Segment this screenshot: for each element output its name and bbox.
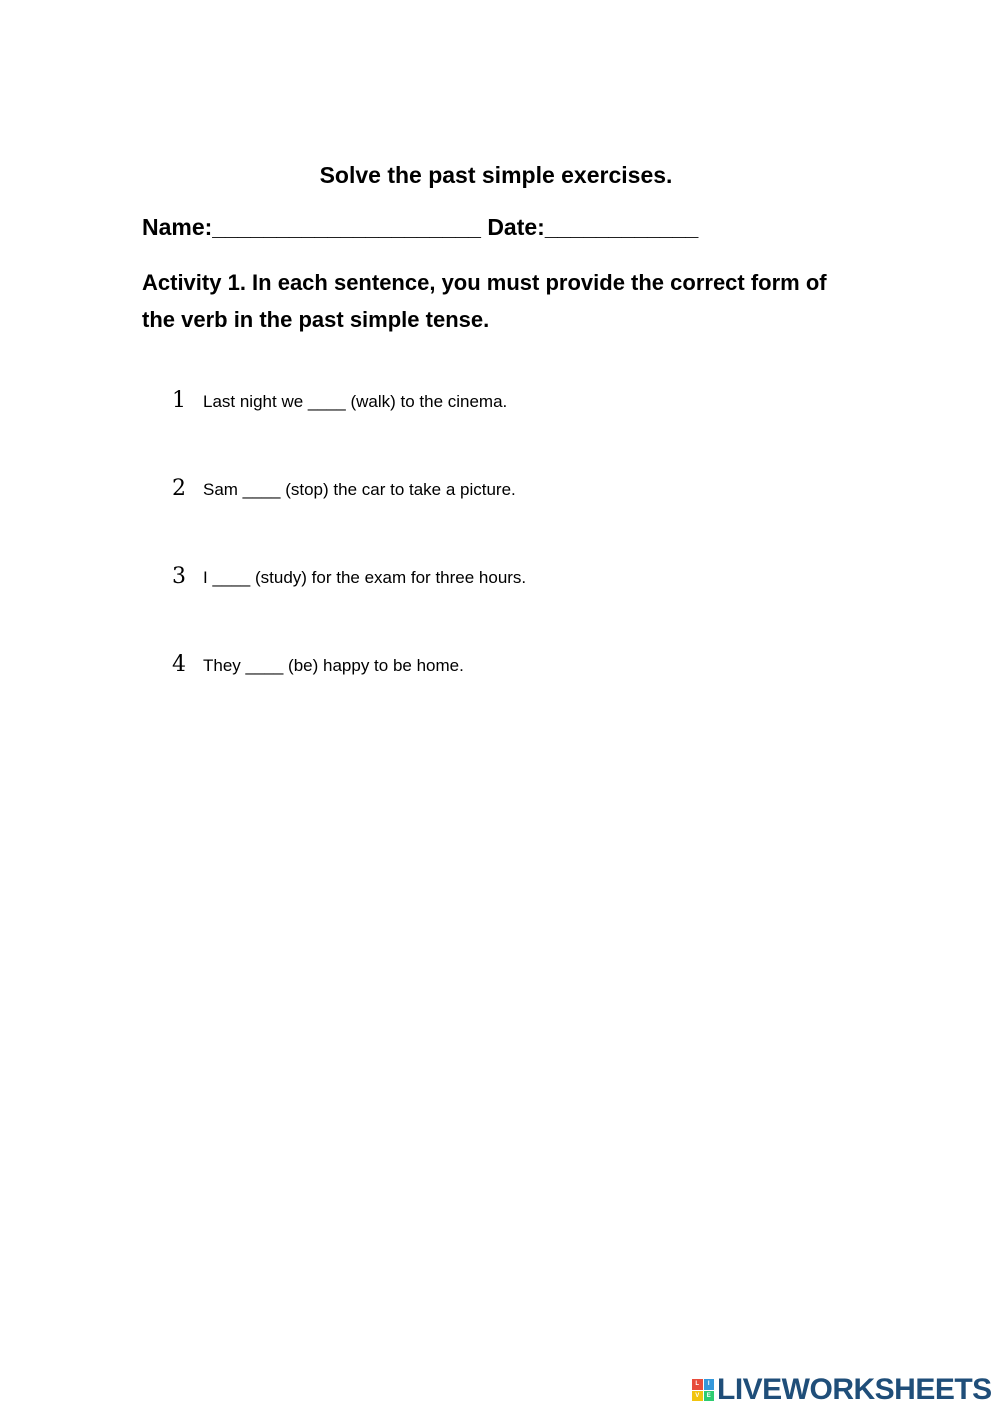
logo-tile: V [692, 1391, 703, 1402]
logo-mark-icon [692, 1379, 714, 1401]
exercise-sentence: They ____ (be) happy to be home. [203, 656, 464, 675]
exercise-number: 2 [172, 476, 186, 501]
logo-tile: E [704, 1391, 715, 1402]
exercise-number: 1 [172, 388, 186, 413]
exercise-item [172, 648, 526, 736]
exercise-item [172, 472, 526, 560]
logo-tile: L [692, 1379, 703, 1390]
exercise-number: 4 [172, 652, 186, 677]
exercise-list [172, 384, 526, 736]
name-date-line: Name:_____________________ Date:____________ [142, 214, 699, 240]
exercise-number: 3 [172, 564, 186, 589]
exercise-sentence: Sam ____ (stop) the car to take a picture. [203, 480, 516, 499]
exercise-item [172, 384, 526, 472]
exercise-sentence: I ____ (study) for the exam for three hours. [203, 568, 527, 587]
logo-tile: I [704, 1379, 715, 1390]
logo-text: LIVEWORKSHEETS [717, 1373, 992, 1406]
exercise-item [172, 560, 526, 648]
worksheet-title: Solve the past simple exercises. [319, 162, 673, 188]
exercise-sentence: Last night we ____ (walk) to the cinema. [203, 392, 508, 411]
activity-instructions: Activity 1. In each sentence, you must provide the correct form of the verb in the past simple tense. [142, 270, 827, 332]
liveworksheets-logo [692, 1374, 992, 1406]
